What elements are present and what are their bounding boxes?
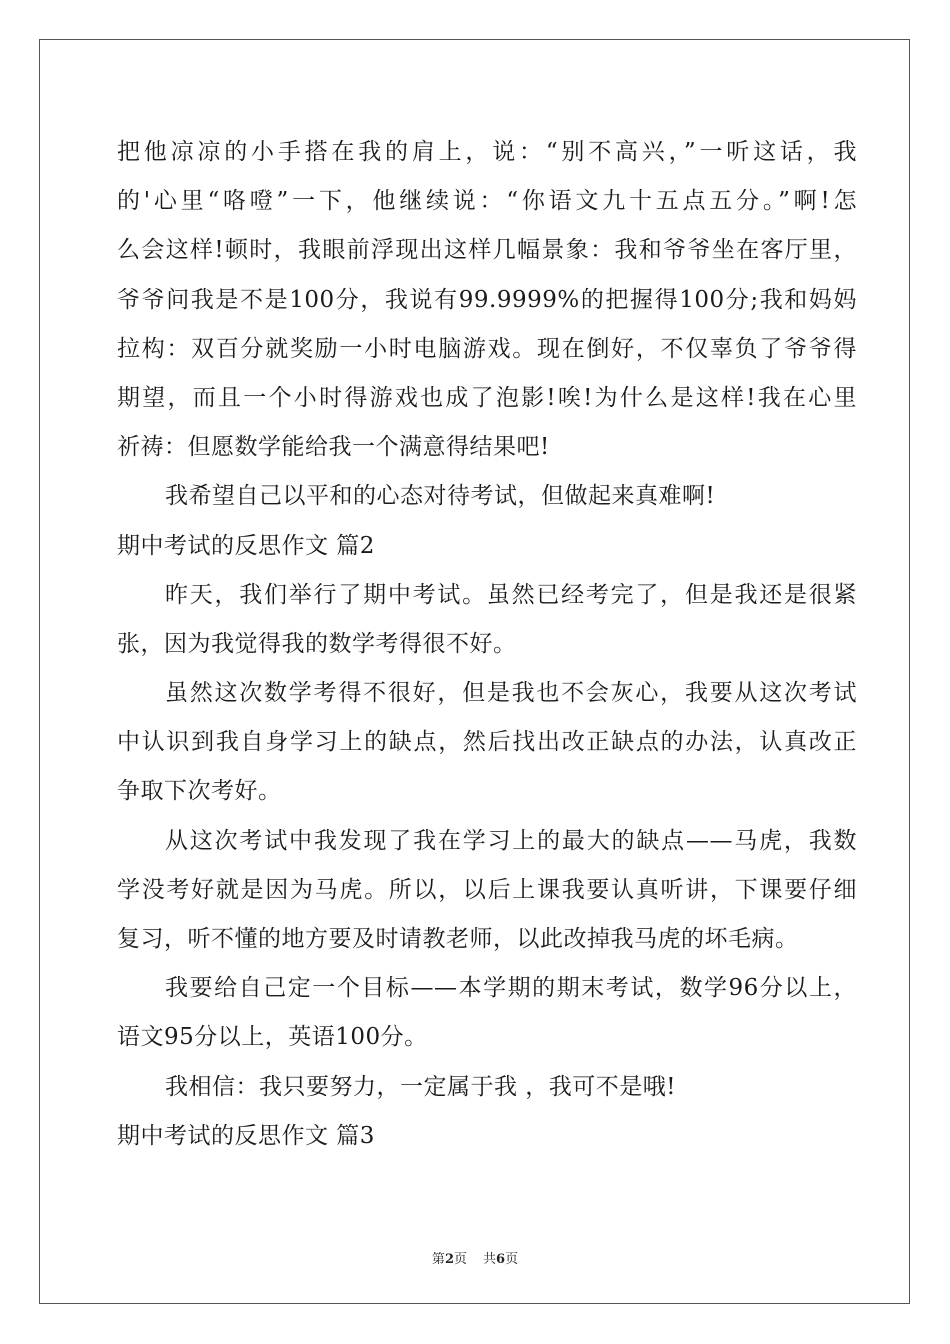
paragraph-start: 昨天，我们举行了期中考试。虽然已经考完了，但是我还是很紧 <box>165 581 857 608</box>
text-line: 张，因为我觉得我的数学考得很不好。 <box>117 630 517 657</box>
text-line: 爷爷问我是不是100分，我说有99.9999%的把握得100分;我和妈妈 <box>117 286 857 313</box>
page-footer <box>0 1248 950 1267</box>
paragraph-start: 我相信：我只要努力，一定属于我 ，我可不是哦! <box>165 1073 677 1100</box>
text-line: 期望，而且一个小时得游戏也成了泡影!唉!为什么是这样!我在心里 <box>117 384 857 411</box>
text-line: 的'心里“咯噔”一下，他继续说：“你语文九十五点五分。”啊!怎 <box>117 188 857 215</box>
text-line: 中认识到我自身学习上的缺点，然后找出改正缺点的办法，认真改正 <box>117 729 857 756</box>
text-line: 复习，听不懂的地方要及时请教老师，以此改掉我马虎的坏毛病。 <box>117 926 799 952</box>
paragraph-start: 虽然这次数学考得不很好，但是我也不会灰心，我要从这次考试 <box>165 680 857 707</box>
paragraph-start: 我希望自己以平和的心态对待考试，但做起来真难啊! <box>165 483 716 510</box>
page-number: 2 <box>444 1252 454 1267</box>
paragraph-start: 我要给自己定一个目标——本学期的期末考试，数学96分以上， <box>165 975 857 1002</box>
text-line: 争取下次考好。 <box>117 778 282 805</box>
total-pages: 6 <box>496 1252 506 1267</box>
section-heading: 期中考试的反思作文 篇3 <box>117 1122 375 1149</box>
text-line: 拉构：双百分就奖励一小时电脑游戏。现在倒好，不仅辜负了爷爷得 <box>117 335 857 362</box>
text-line: 么会这样!顿时，我眼前浮现出这样几幅景象：我和爷爷坐在客厅里， <box>117 237 857 264</box>
section-heading: 期中考试的反思作文 篇2 <box>117 532 375 559</box>
text-line: 语文95分以上，英语100分。 <box>117 1024 428 1051</box>
text-line: 把他凉凉的小手搭在我的肩上，说：“别不高兴，”一听这话，我 <box>117 139 857 165</box>
page-suffix: 页 <box>453 1252 467 1267</box>
text-line: 学没考好就是因为马虎。所以，以后上课我要认真听讲，下课要仔细 <box>117 876 857 903</box>
page-prefix: 第 <box>431 1252 445 1267</box>
total-suffix: 页 <box>505 1252 519 1267</box>
document-body <box>117 128 857 1161</box>
text-line: 祈祷：但愿数学能给我一个满意得结果吧! <box>117 434 550 461</box>
total-prefix: 共 <box>483 1252 497 1267</box>
paragraph-start: 从这次考试中我发现了我在学习上的最大的缺点——马虎，我数 <box>165 827 857 854</box>
